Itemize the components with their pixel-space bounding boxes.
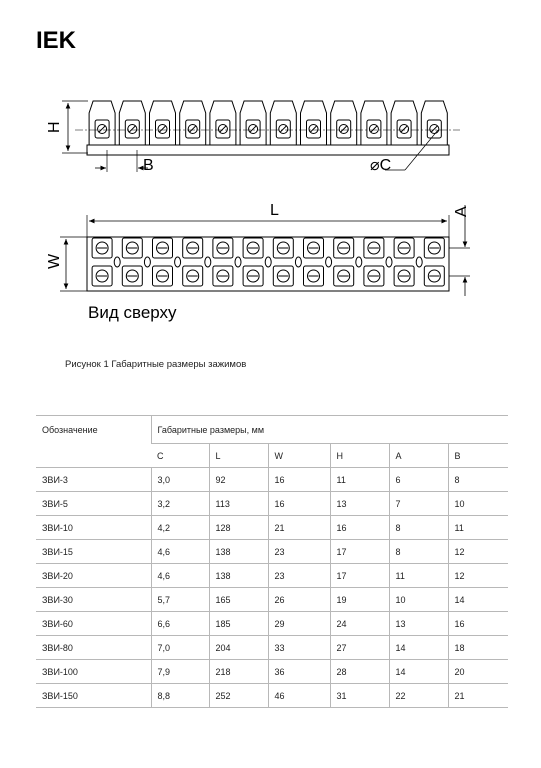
side-view (62, 101, 460, 172)
dimension-cell: 4,6 (151, 540, 209, 564)
top-view (60, 205, 470, 296)
dimension-cell: 20 (448, 660, 508, 684)
dim-label-l: L (270, 202, 279, 219)
subheader-cell: W (268, 444, 330, 468)
dimension-cell: 28 (330, 660, 389, 684)
dimension-cell: 27 (330, 636, 389, 660)
designation-cell: ЗВИ-150 (36, 684, 151, 708)
dimension-cell: 138 (209, 564, 268, 588)
dimension-cell: 31 (330, 684, 389, 708)
dimension-cell: 10 (448, 492, 508, 516)
dimension-cell: 218 (209, 660, 268, 684)
dim-label-w: W (46, 253, 63, 269)
dimension-cell: 3,0 (151, 468, 209, 492)
dimension-cell: 18 (448, 636, 508, 660)
dimension-cell: 4,6 (151, 564, 209, 588)
dimension-cell: 6 (389, 468, 448, 492)
dimension-cell: 8 (389, 516, 448, 540)
table-row (36, 540, 508, 564)
dim-label-a: A (453, 206, 470, 217)
dimension-cell: 113 (209, 492, 268, 516)
dim-label-h: H (46, 121, 63, 133)
designation-cell: ЗВИ-3 (36, 468, 151, 492)
dimension-cell: 16 (448, 612, 508, 636)
dim-label-c: ⌀C (370, 157, 392, 174)
table-row (36, 564, 508, 588)
dimension-cell: 138 (209, 540, 268, 564)
table-row (36, 636, 508, 660)
dimension-cell: 204 (209, 636, 268, 660)
designation-cell: ЗВИ-30 (36, 588, 151, 612)
table-row (36, 660, 508, 684)
dimension-cell: 8,8 (151, 684, 209, 708)
dimension-cell: 3,2 (151, 492, 209, 516)
dimension-cell: 16 (330, 516, 389, 540)
designation-cell: ЗВИ-15 (36, 540, 151, 564)
subheader-cell: B (448, 444, 508, 468)
dimension-cell: 5,7 (151, 588, 209, 612)
subheader-cell: C (151, 444, 209, 468)
designation-cell: ЗВИ-5 (36, 492, 151, 516)
table-row (36, 588, 508, 612)
dimension-cell: 11 (330, 468, 389, 492)
dimension-cell: 252 (209, 684, 268, 708)
dimension-cell: 19 (330, 588, 389, 612)
table-row (36, 516, 508, 540)
dimension-cell: 7,0 (151, 636, 209, 660)
dimension-cell: 16 (268, 468, 330, 492)
table-row (36, 612, 508, 636)
dimension-cell: 165 (209, 588, 268, 612)
dim-label-b: B (143, 157, 154, 174)
table-row (36, 492, 508, 516)
table-header-row (36, 416, 508, 444)
dimensions-table (36, 415, 508, 708)
subheader-cell: L (209, 444, 268, 468)
dimension-cell: 21 (268, 516, 330, 540)
designation-cell: ЗВИ-10 (36, 516, 151, 540)
dimension-cell: 23 (268, 564, 330, 588)
logo-text: IEK (36, 27, 77, 54)
dimension-cell: 26 (268, 588, 330, 612)
dimension-cell: 11 (448, 516, 508, 540)
dimension-cell: 29 (268, 612, 330, 636)
dimension-cell: 4,2 (151, 516, 209, 540)
dimension-cell: 14 (389, 636, 448, 660)
dimension-cell: 13 (330, 492, 389, 516)
dimension-cell: 12 (448, 540, 508, 564)
dimension-cell: 12 (448, 564, 508, 588)
dimension-cell: 36 (268, 660, 330, 684)
dimension-cell: 185 (209, 612, 268, 636)
designation-cell: ЗВИ-80 (36, 636, 151, 660)
dimension-cell: 8 (389, 540, 448, 564)
iek-logo (36, 26, 96, 54)
dimension-cell: 92 (209, 468, 268, 492)
dimension-cell: 7 (389, 492, 448, 516)
designation-cell: ЗВИ-20 (36, 564, 151, 588)
dimension-cell: 17 (330, 564, 389, 588)
dimension-cell: 14 (389, 660, 448, 684)
table-row (36, 468, 508, 492)
designation-cell: ЗВИ-60 (36, 612, 151, 636)
dimension-cell: 21 (448, 684, 508, 708)
dimension-cell: 46 (268, 684, 330, 708)
dimension-cell: 22 (389, 684, 448, 708)
dimension-cell: 17 (330, 540, 389, 564)
designation-cell: ЗВИ-100 (36, 660, 151, 684)
figure-caption: Рисунок 1 Габаритные размеры зажимов (65, 359, 247, 370)
subheader-cell: A (389, 444, 448, 468)
terminal-block-drawing (0, 90, 541, 330)
header-group-dimensions: Габаритные размеры, мм (151, 416, 508, 444)
dimension-cell: 33 (268, 636, 330, 660)
header-designation: Обозначение (36, 416, 151, 468)
dimension-cell: 14 (448, 588, 508, 612)
dimension-cell: 11 (389, 564, 448, 588)
dimension-cell: 23 (268, 540, 330, 564)
dimension-cell: 8 (448, 468, 508, 492)
dimension-cell: 10 (389, 588, 448, 612)
dimension-cell: 16 (268, 492, 330, 516)
dimension-cell: 7,9 (151, 660, 209, 684)
top-view-label: Вид сверху (88, 303, 177, 322)
subheader-cell: H (330, 444, 389, 468)
dimension-cell: 13 (389, 612, 448, 636)
table-row (36, 684, 508, 708)
dimension-cell: 6,6 (151, 612, 209, 636)
dimension-cell: 128 (209, 516, 268, 540)
dimension-cell: 24 (330, 612, 389, 636)
